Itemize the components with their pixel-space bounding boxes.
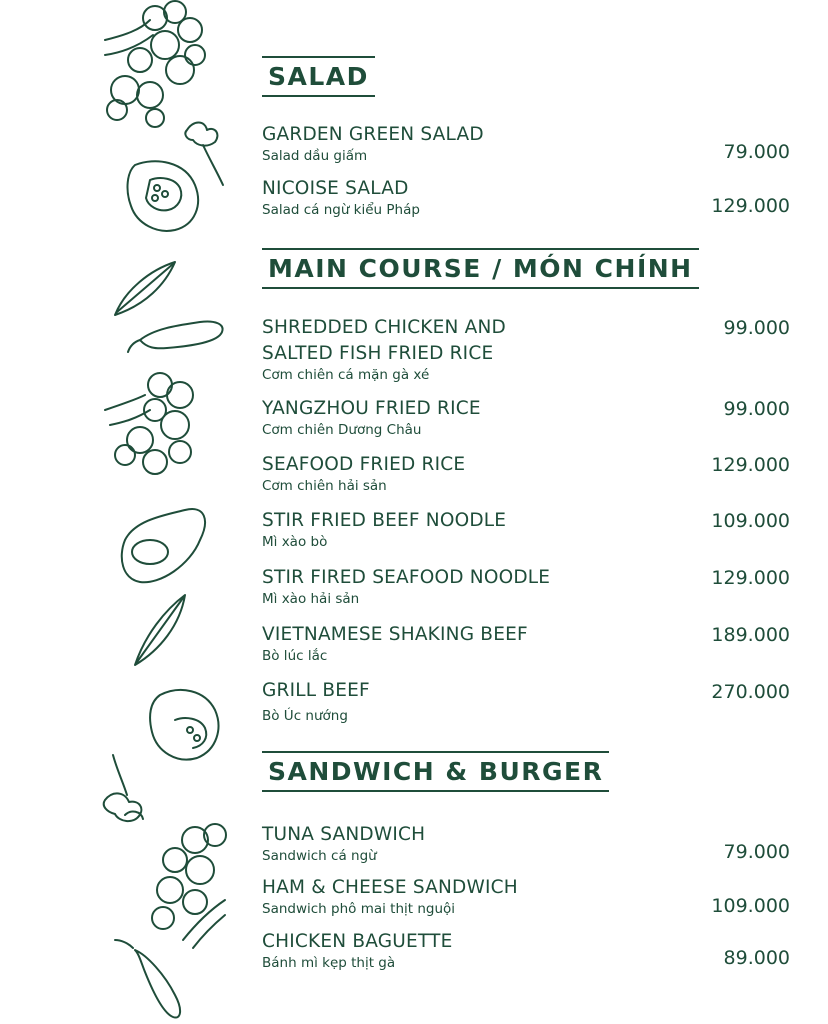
item-subtitle: Mì xào hải sản	[262, 591, 360, 607]
item-price: 89.000	[723, 947, 790, 969]
item-price: 79.000	[723, 141, 790, 163]
item-price: 79.000	[723, 841, 790, 863]
item-subtitle: Sandwich phô mai thịt nguội	[262, 901, 456, 917]
item-price: 270.000	[711, 681, 790, 703]
item-name: GRILL BEEF	[262, 680, 370, 701]
item-name: TUNA SANDWICH	[262, 824, 426, 845]
item-price: 109.000	[711, 895, 790, 917]
item-price: 109.000	[711, 510, 790, 532]
item-name: NICOISE SALAD	[262, 178, 409, 199]
section-title-salad: SALAD	[262, 56, 375, 97]
item-name: SEAFOOD FRIED RICE	[262, 454, 466, 475]
item-price: 129.000	[711, 195, 790, 217]
item-name: STIR FRIED BEEF NOODLE	[262, 510, 507, 531]
chili-icon	[128, 321, 223, 352]
item-name: GARDEN GREEN SALAD	[262, 124, 484, 145]
item-subtitle: Cơm chiên cá mặn gà xé	[262, 367, 430, 383]
broccoli-icon	[105, 373, 193, 474]
item-subtitle: Bò Úc nướng	[262, 708, 348, 724]
item-name: SHREDDED CHICKEN AND	[262, 317, 506, 338]
item-name: HAM & CHEESE SANDWICH	[262, 877, 518, 898]
item-price: 99.000	[723, 317, 790, 339]
item-subtitle: Mì xào bò	[262, 534, 328, 550]
item-name: YANGZHOU FRIED RICE	[262, 398, 481, 419]
item-price: 129.000	[711, 567, 790, 589]
section-title-main-course: MAIN COURSE / MÓN CHÍNH	[262, 248, 699, 289]
section-title-sandwich-burger: SANDWICH & BURGER	[262, 751, 609, 792]
item-subtitle: Sandwich cá ngừ	[262, 848, 377, 864]
item-name: CHICKEN BAGUETTE	[262, 931, 453, 952]
item-name: STIR FIRED SEAFOOD NOODLE	[262, 567, 551, 588]
leaf-icon	[115, 262, 175, 315]
menu-item	[262, 396, 792, 439]
item-name: VIETNAMESE SHAKING BEEF	[262, 624, 528, 645]
item-subtitle: Bò lúc lắc	[262, 648, 328, 664]
item-price: 99.000	[723, 398, 790, 420]
decoration-column	[95, 0, 230, 1024]
item-subtitle: Bánh mì kẹp thịt gà	[262, 955, 396, 971]
menu-item	[262, 122, 792, 165]
bell-pepper-icon	[128, 161, 199, 231]
item-price: 189.000	[711, 624, 790, 646]
cilantro-icon	[185, 123, 223, 186]
chili-icon	[115, 940, 180, 1018]
item-price: 129.000	[711, 454, 790, 476]
cilantro-icon	[104, 755, 143, 821]
item-subtitle: Cơm chiên Dương Châu	[262, 422, 422, 438]
leaf-icon	[135, 595, 185, 665]
menu-item	[262, 822, 792, 865]
item-subtitle: Salad cá ngừ kiểu Pháp	[262, 202, 420, 218]
menu-item	[262, 929, 792, 972]
broccoli-icon	[152, 824, 226, 948]
item-subtitle: Salad dầu giấm	[262, 148, 368, 164]
item-name-line2: SALTED FISH FRIED RICE	[262, 343, 494, 364]
avocado-icon	[122, 509, 205, 582]
item-subtitle: Cơm chiên hải sản	[262, 478, 387, 494]
bell-pepper-icon	[150, 690, 218, 760]
broccoli-icon	[105, 1, 205, 127]
menu-item	[262, 315, 792, 384]
